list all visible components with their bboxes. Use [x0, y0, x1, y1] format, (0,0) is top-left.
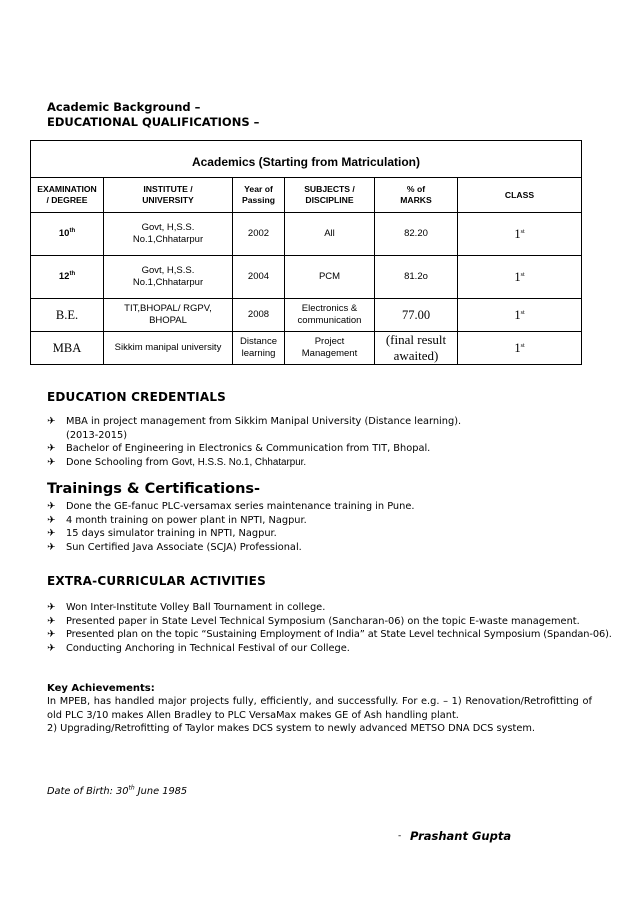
table-title: Academics (Starting from Matriculation): [31, 141, 582, 178]
date-of-birth: Date of Birth: 30th June 1985: [47, 784, 188, 797]
airplane-icon: ✈: [47, 642, 56, 654]
col-header-examination: EXAMINATION / DEGREE: [31, 178, 104, 213]
list-item: ✈ 15 days simulator training in NPTI, Nagpur.: [47, 528, 277, 540]
airplane-icon: ✈: [47, 615, 56, 627]
academic-background-heading: Academic Background –: [47, 100, 201, 114]
extra-curricular-list: [47, 601, 617, 655]
airplane-icon: ✈: [47, 443, 56, 455]
cell-subjects: PCM: [285, 256, 375, 299]
cell-subjects: All: [285, 213, 375, 256]
airplane-icon: ✈: [47, 501, 56, 512]
cell-marks: 81.2o: [375, 256, 458, 299]
extra-curricular-heading: EXTRA-CURRICULAR ACTIVITIES: [47, 574, 266, 588]
table-row: [31, 332, 582, 365]
table-header-row: [31, 178, 582, 213]
list-item: ✈ 4 month training on power plant in NPTI, Nagpur.: [47, 514, 307, 526]
airplane-icon: ✈: [47, 629, 56, 641]
airplane-icon: ✈: [47, 514, 56, 526]
airplane-icon: ✈: [47, 528, 56, 540]
cell-class: 1st: [458, 256, 582, 299]
education-credentials-list: [47, 415, 607, 469]
cell-year: 2004: [233, 256, 285, 299]
list-item: ✈ Presented paper in State Level Technical Symposium (Sancharan-06) on the topic E-waste management.: [47, 615, 580, 627]
table-title-row: [31, 141, 582, 178]
section-title-academic: [47, 100, 259, 130]
col-header-marks: % of MARKS: [375, 178, 458, 213]
list-item: ✈ Conducting Anchoring in Technical Festival of our College.: [47, 642, 350, 654]
cell-institute: Govt, H,S.S. No.1,Chhatarpur: [104, 256, 233, 299]
signature-name: Prashant Gupta: [410, 829, 512, 843]
cell-year: 2002: [233, 213, 285, 256]
list-item: ✈ Presented plan on the topic “Sustaining Employment of India” at State Level technical Symposium (Spandan-06).: [47, 629, 612, 641]
cell-class: 1st: [458, 332, 582, 365]
cell-year: Distance learning: [233, 332, 285, 365]
list-item: ✈ Bachelor of Engineering in Electronics & Communication from TIT, Bhopal.: [47, 443, 431, 455]
airplane-icon: ✈: [47, 602, 56, 613]
table-row: [31, 256, 582, 299]
table-row: [31, 213, 582, 256]
list-item: ✈ MBA in project management from Sikkim Manipal University (Distance learning). (2013-2015): [47, 416, 462, 441]
cell-marks: 82.20: [375, 213, 458, 256]
airplane-icon: ✈: [47, 541, 56, 553]
list-item: ✈ Done Schooling from Govt, H.S.S. No.1, Chhatarpur.: [47, 456, 307, 468]
col-header-subjects: SUBJECTS / DISCIPLINE: [285, 178, 375, 213]
cell-year: 2008: [233, 299, 285, 332]
cell-subjects: Electronics & communication: [285, 299, 375, 332]
signature-dash: -: [398, 831, 402, 841]
key-achievements-paragraph-2: 2) Upgrading/Retrofitting of Taylor makes DCS system to newly advanced METSO DNA DCS system.: [47, 723, 536, 734]
cell-degree: 10th: [31, 213, 104, 256]
key-achievements-heading: Key Achievements:: [47, 683, 155, 694]
cell-degree: B.E.: [31, 299, 104, 332]
trainings-heading: Trainings & Certifications-: [47, 481, 261, 497]
cell-class: 1st: [458, 213, 582, 256]
cell-degree: MBA: [31, 332, 104, 365]
cell-class: 1st: [458, 299, 582, 332]
list-item: ✈ Done the GE-fanuc PLC-versamax series maintenance training in Pune.: [47, 501, 415, 512]
cell-marks: (final result awaited): [375, 332, 458, 365]
academics-table: [30, 140, 582, 365]
educational-qualifications-heading: EDUCATIONAL QUALIFICATIONS –: [47, 115, 260, 129]
cell-institute: TIT,BHOPAL/ RGPV, BHOPAL: [104, 299, 233, 332]
table-row: [31, 299, 582, 332]
airplane-icon: ✈: [47, 416, 56, 427]
cell-institute: Govt, H,S.S. No.1,Chhatarpur: [104, 213, 233, 256]
col-header-institute: INSTITUTE / UNIVERSITY: [104, 178, 233, 213]
cell-institute: Sikkim manipal university: [104, 332, 233, 365]
col-header-class: CLASS: [458, 178, 582, 213]
cell-subjects: Project Management: [285, 332, 375, 365]
key-achievements-paragraph: In MPEB, has handled major projects fully, efficiently, and successfully. For e.g. – 1) Renovation/Retrofitting of old PLC 3/10 makes Allen Bradley to PLC VersaMax makes GE of Ash handling plant.: [47, 696, 592, 721]
list-item: ✈ Won Inter-Institute Volley Ball Tournament in college.: [47, 602, 326, 613]
cell-marks: 77.00: [375, 299, 458, 332]
airplane-icon: ✈: [47, 456, 56, 468]
cell-degree: 12th: [31, 256, 104, 299]
education-credentials-heading: EDUCATION CREDENTIALS: [47, 390, 227, 404]
list-item: ✈ Sun Certified Java Associate (SCJA) Professional.: [47, 541, 302, 553]
trainings-list: [47, 500, 607, 554]
col-header-year: Year of Passing: [233, 178, 285, 213]
